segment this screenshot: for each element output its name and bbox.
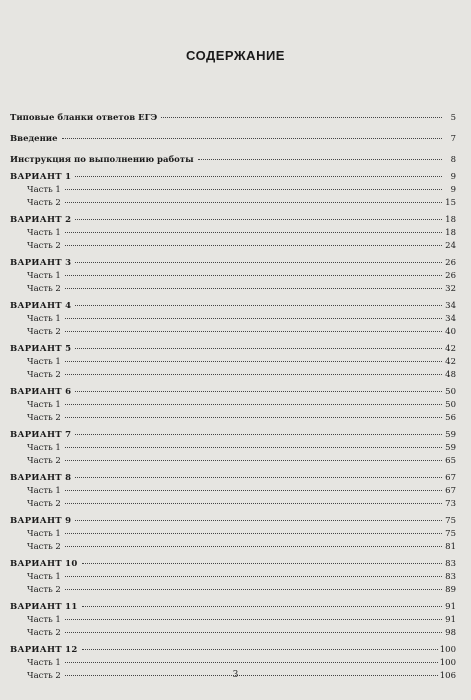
- toc-part-2: [10, 498, 456, 511]
- toc-part-2: [10, 455, 456, 468]
- dot-leader: [65, 661, 438, 663]
- part-page: 89: [445, 585, 456, 595]
- toc-variant-11: [10, 601, 456, 614]
- part-label: Часть 1: [27, 443, 61, 453]
- toc-variant-10: [10, 558, 456, 571]
- dot-leader: [65, 618, 442, 620]
- part-label: Часть 1: [27, 185, 61, 195]
- dot-leader: [65, 244, 442, 246]
- toc-part-1: [10, 184, 456, 197]
- toc-variant-6: [10, 386, 456, 399]
- part-label: Часть 2: [27, 327, 61, 337]
- part-label: Часть 1: [27, 572, 61, 582]
- dot-leader: [75, 347, 442, 349]
- part-page: 42: [445, 357, 456, 367]
- part-page: 48: [445, 370, 456, 380]
- toc-part-2: [10, 326, 456, 339]
- variant-label: ВАРИАНТ 10: [10, 559, 78, 569]
- part-page: 32: [445, 284, 456, 294]
- dot-leader: [65, 631, 442, 633]
- dot-leader: [161, 116, 442, 118]
- part-label: Часть 1: [27, 271, 61, 281]
- variant-label: ВАРИАНТ 5: [10, 344, 72, 354]
- dot-leader: [65, 532, 442, 534]
- toc-part-2: [10, 584, 456, 597]
- toc-part-2: [10, 369, 456, 382]
- toc-variant-8: [10, 472, 456, 485]
- variant-page: 100: [439, 645, 456, 655]
- toc-variant-5: [10, 343, 456, 356]
- toc-variant-1: [10, 171, 456, 184]
- part-page: 59: [445, 443, 456, 453]
- table-of-contents: [10, 112, 456, 683]
- part-label: Часть 1: [27, 314, 61, 324]
- part-label: Часть 1: [27, 658, 61, 668]
- variant-label: ВАРИАНТ 4: [10, 301, 72, 311]
- part-page: 18: [445, 228, 456, 238]
- page-number: 3: [232, 670, 239, 680]
- variant-page: 26: [445, 258, 456, 268]
- variant-page: 75: [445, 516, 456, 526]
- part-page: 73: [445, 499, 456, 509]
- dot-leader: [75, 218, 442, 220]
- part-page: 75: [445, 529, 456, 539]
- toc-part-1: [10, 227, 456, 240]
- dot-leader: [82, 562, 442, 564]
- part-label: Часть 1: [27, 400, 61, 410]
- variant-page: 34: [445, 301, 456, 311]
- part-page: 106: [439, 671, 456, 681]
- toc-part-1: [10, 571, 456, 584]
- part-label: Часть 2: [27, 284, 61, 294]
- dot-leader: [75, 476, 442, 478]
- variant-label: ВАРИАНТ 2: [10, 215, 72, 225]
- dot-leader: [75, 390, 442, 392]
- dot-leader: [65, 373, 442, 375]
- part-label: Часть 2: [27, 198, 61, 208]
- dot-leader: [65, 489, 442, 491]
- dot-leader: [82, 648, 438, 650]
- toc-variant-2: [10, 214, 456, 227]
- part-label: Часть 2: [27, 370, 61, 380]
- part-label: Часть 1: [27, 529, 61, 539]
- toc-variant-3: [10, 257, 456, 270]
- part-label: Часть 1: [27, 228, 61, 238]
- dot-leader: [65, 459, 442, 461]
- dot-leader: [65, 502, 442, 504]
- toc-variant-9: [10, 515, 456, 528]
- toc-variant-4: [10, 300, 456, 313]
- part-page: 9: [450, 185, 456, 195]
- toc-part-2: [10, 412, 456, 425]
- dot-leader: [65, 545, 442, 547]
- variant-label: ВАРИАНТ 3: [10, 258, 72, 268]
- dot-leader: [65, 201, 442, 203]
- part-page: 67: [445, 486, 456, 496]
- toc-entry-label: Типовые бланки ответов ЕГЭ: [10, 113, 158, 123]
- part-label: Часть 1: [27, 615, 61, 625]
- variant-page: 50: [445, 387, 456, 397]
- toc-variant-12: [10, 644, 456, 657]
- variant-label: ВАРИАНТ 11: [10, 602, 78, 612]
- dot-leader: [198, 158, 442, 160]
- dot-leader: [65, 330, 442, 332]
- part-page: 15: [445, 198, 456, 208]
- toc-part-2: [10, 541, 456, 554]
- dot-leader: [65, 575, 442, 577]
- variant-label: ВАРИАНТ 9: [10, 516, 72, 526]
- dot-leader: [75, 175, 442, 177]
- dot-leader: [65, 416, 442, 418]
- part-label: Часть 2: [27, 671, 61, 681]
- toc-part-2: [10, 283, 456, 296]
- toc-part-1: [10, 614, 456, 627]
- dot-leader: [75, 261, 442, 263]
- part-label: Часть 2: [27, 241, 61, 251]
- part-label: Часть 2: [27, 499, 61, 509]
- toc-entry-page: 7: [450, 134, 456, 144]
- variant-page: 18: [445, 215, 456, 225]
- variant-label: ВАРИАНТ 8: [10, 473, 72, 483]
- part-label: Часть 2: [27, 585, 61, 595]
- toc-part-2: [10, 197, 456, 210]
- toc-entry-label: Введение: [10, 134, 58, 144]
- toc-part-2: [10, 240, 456, 253]
- toc-entry-page: 5: [450, 113, 456, 123]
- variant-label: ВАРИАНТ 1: [10, 172, 72, 182]
- variant-page: 59: [445, 430, 456, 440]
- part-page: 65: [445, 456, 456, 466]
- part-page: 26: [445, 271, 456, 281]
- variant-page: 67: [445, 473, 456, 483]
- dot-leader: [65, 287, 442, 289]
- dot-leader: [75, 304, 442, 306]
- part-label: Часть 2: [27, 542, 61, 552]
- part-label: Часть 1: [27, 486, 61, 496]
- toc-entry-label: Инструкция по выполнению работы: [10, 155, 194, 165]
- toc-entry-page: 8: [450, 155, 456, 165]
- part-label: Часть 2: [27, 456, 61, 466]
- part-page: 40: [445, 327, 456, 337]
- toc-part-1: [10, 270, 456, 283]
- part-label: Часть 2: [27, 628, 61, 638]
- part-label: Часть 2: [27, 413, 61, 423]
- dot-leader: [82, 605, 442, 607]
- toc-entry-instructions: [10, 154, 456, 167]
- variant-label: ВАРИАНТ 6: [10, 387, 72, 397]
- toc-part-1: [10, 528, 456, 541]
- dot-leader: [65, 360, 442, 362]
- part-page: 34: [445, 314, 456, 324]
- part-page: 91: [445, 615, 456, 625]
- toc-part-2: [10, 627, 456, 640]
- dot-leader: [65, 317, 442, 319]
- part-page: 24: [445, 241, 456, 251]
- toc-part-1: [10, 399, 456, 412]
- part-page: 98: [445, 628, 456, 638]
- dot-leader: [65, 403, 442, 405]
- dot-leader: [75, 519, 442, 521]
- variant-page: 83: [445, 559, 456, 569]
- dot-leader: [65, 446, 442, 448]
- toc-part-1: [10, 485, 456, 498]
- toc-entry-introduction: [10, 133, 456, 146]
- variant-label: ВАРИАНТ 7: [10, 430, 72, 440]
- part-label: Часть 1: [27, 357, 61, 367]
- dot-leader: [62, 137, 442, 139]
- part-page: 100: [439, 658, 456, 668]
- dot-leader: [65, 231, 442, 233]
- dot-leader: [65, 588, 442, 590]
- toc-part-1: [10, 657, 456, 670]
- toc-part-1: [10, 442, 456, 455]
- variant-page: 91: [445, 602, 456, 612]
- toc-variant-7: [10, 429, 456, 442]
- part-page: 50: [445, 400, 456, 410]
- toc-part-1: [10, 356, 456, 369]
- part-page: 81: [445, 542, 456, 552]
- dot-leader: [65, 274, 442, 276]
- part-page: 83: [445, 572, 456, 582]
- variant-label: ВАРИАНТ 12: [10, 645, 78, 655]
- toc-part-1: [10, 313, 456, 326]
- dot-leader: [75, 433, 442, 435]
- variant-page: 9: [450, 172, 456, 182]
- dot-leader: [65, 188, 442, 190]
- toc-entry-answer-forms: [10, 112, 456, 125]
- page-title: СОДЕРЖАНИЕ: [186, 48, 285, 63]
- variant-page: 42: [445, 344, 456, 354]
- part-page: 56: [445, 413, 456, 423]
